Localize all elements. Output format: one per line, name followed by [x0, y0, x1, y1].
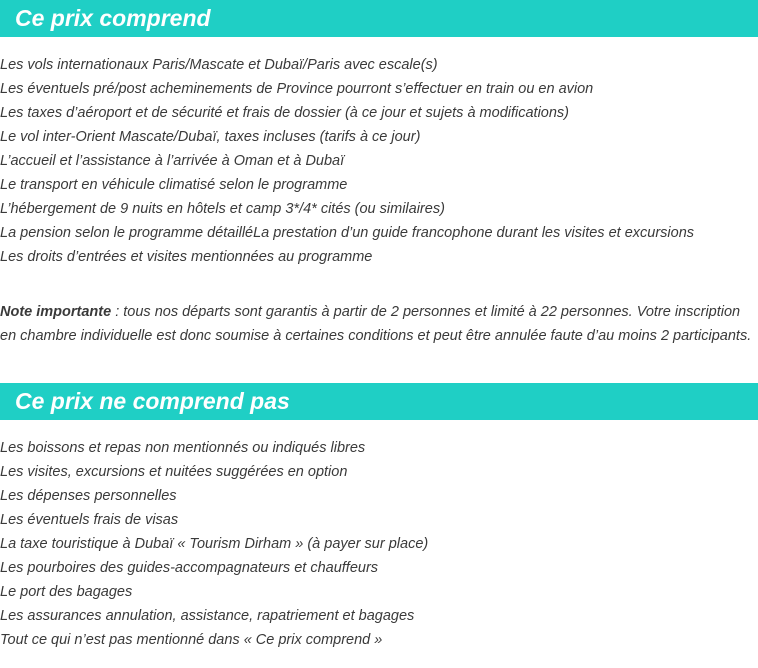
includes-item: Le transport en véhicule climatisé selon le programme — [0, 177, 348, 193]
excludes-section-header — [0, 383, 758, 420]
important-note-label: Note importante — [0, 303, 112, 320]
excludes-item: Les visites, excursions et nuitées suggérées en option — [0, 464, 348, 480]
includes-list — [0, 53, 758, 269]
includes-item: L’hébergement de 9 nuits en hôtels et camp 3*/4* cités (ou similaires) — [0, 201, 445, 217]
includes-item: Les éventuels pré/post acheminements de Province pourront s’effectuer en train ou en avion — [0, 81, 594, 97]
excludes-item: Les éventuels frais de visas — [0, 512, 179, 528]
excludes-item: Les boissons et repas non mentionnés ou indiqués libres — [0, 440, 366, 456]
includes-item: Le vol inter-Orient Mascate/Dubaï, taxes incluses (tarifs à ce jour) — [0, 129, 421, 145]
includes-item: Les droits d’entrées et visites mentionnées au programme — [0, 249, 373, 265]
excludes-item: Les pourboires des guides-accompagnateurs et chauffeurs — [0, 560, 379, 576]
excludes-item: Les assurances annulation, assistance, rapatriement et bagages — [0, 608, 415, 624]
includes-item: Les taxes d’aéroport et de sécurité et frais de dossier (à ce jour et sujets à modifications) — [0, 105, 570, 121]
excludes-item: La taxe touristique à Dubaï « Tourism Dirham » (à payer sur place) — [0, 536, 429, 552]
includes-item: L’accueil et l’assistance à l’arrivée à Oman et à Dubaï — [0, 153, 345, 169]
includes-section-header — [0, 0, 758, 37]
excludes-section-title: Ce prix ne comprend pas — [15, 388, 290, 414]
excludes-item: Tout ce qui n’est pas mentionné dans « Ce prix comprend » — [0, 632, 383, 648]
important-note-text: : tous nos départs sont garantis à partir de 2 personnes et limité à 22 personnes. Votre inscription en chambre individuelle est donc soumise à certaines conditions et peut être annulée faute d’au moins 2 participants. — [0, 303, 752, 344]
excludes-item: Le port des bagages — [0, 584, 133, 600]
includes-item: Les vols internationaux Paris/Mascate et Dubaï/Paris avec escale(s) — [0, 57, 438, 73]
important-note — [0, 300, 756, 348]
excludes-item: Les dépenses personnelles — [0, 488, 177, 504]
includes-section-title: Ce prix comprend — [15, 5, 211, 31]
includes-item: La pension selon le programme détailléLa prestation d’un guide francophone durant les visites et excursions — [0, 225, 695, 241]
excludes-list — [0, 436, 758, 652]
